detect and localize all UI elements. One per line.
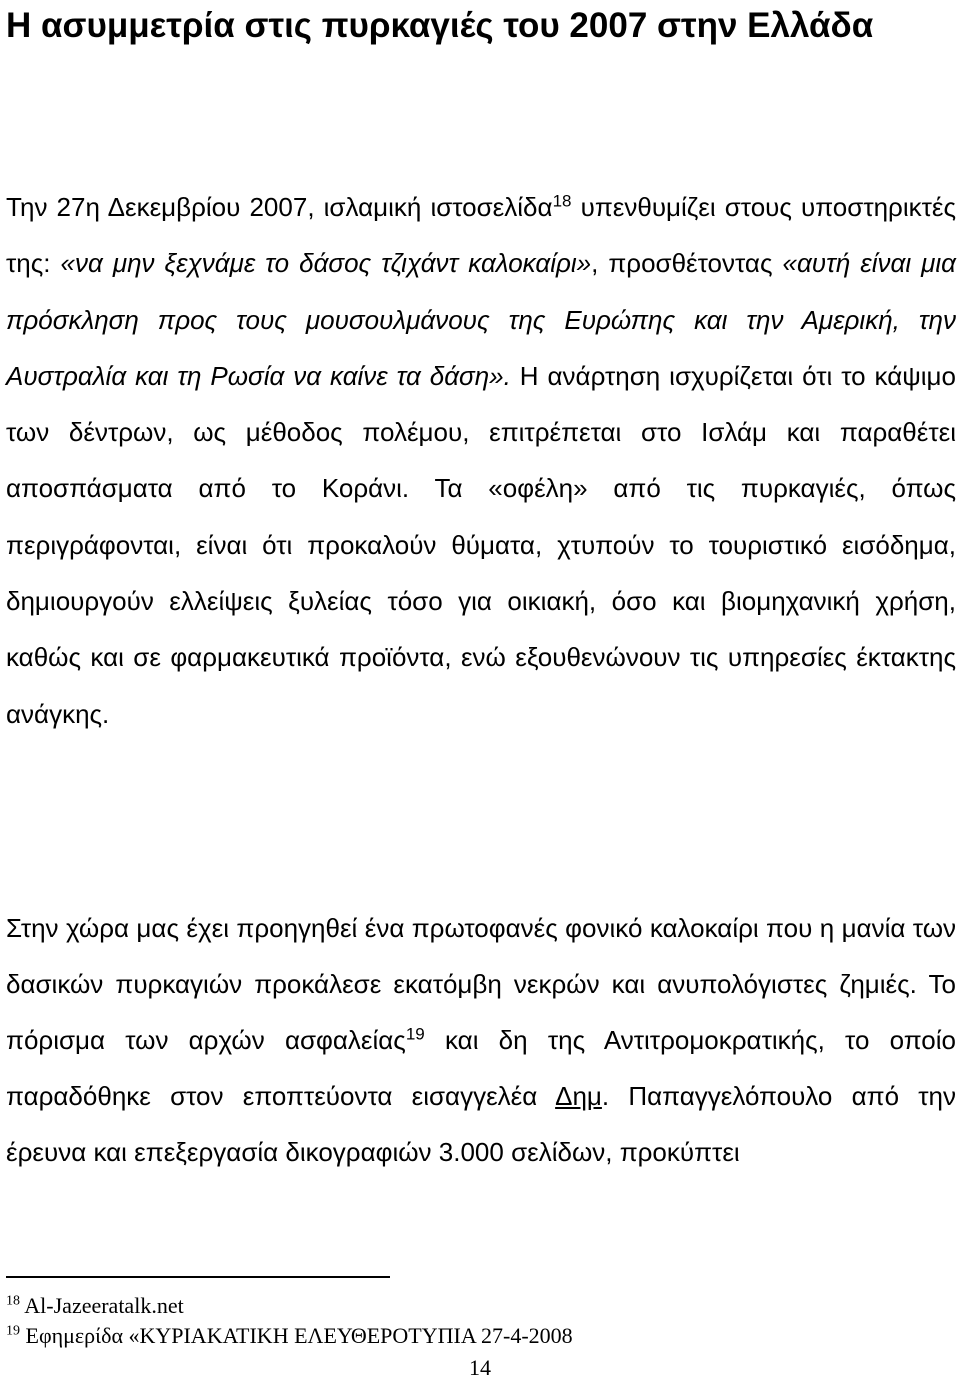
paragraph-2-text-c: . Παπαγγελόπουλο από την έρευνα και επεξεργασία δικογραφιών 3.000 σελίδων, προκύπτει bbox=[6, 1081, 956, 1167]
page-number: 14 bbox=[469, 1355, 491, 1380]
footnote-number: 19 bbox=[6, 1323, 20, 1339]
footnote-separator bbox=[6, 1276, 390, 1278]
paragraph-1-text-c: , προσθέτοντας bbox=[591, 248, 783, 279]
footnote-18 bbox=[6, 1292, 946, 1320]
footnote-ref-18: 18 bbox=[552, 191, 572, 211]
paragraph-2-text-b: και δη της Αντιτρομοκρατικής, το οποίο παραδόθηκε στον εποπτεύοντα εισαγγελέα bbox=[6, 1025, 956, 1111]
footnote-number: 18 bbox=[6, 1293, 20, 1309]
underlined-abbreviation: Δημ bbox=[555, 1081, 602, 1111]
paragraph-1-text-b: υπενθυμίζει στους υποστηρικτές της: bbox=[6, 192, 957, 279]
paragraph-2-text-a: Στην χώρα μας έχει προηγηθεί ένα πρωτοφανές φονικό καλοκαίρι που η μανία των δασικών πυρκαγιών προκάλεσε εκατόμβη νεκρών και ανυπολόγιστες ζημιές. Το πόρισμα των αρχών ασφαλείας bbox=[6, 913, 956, 1055]
footnote-ref-19: 19 bbox=[405, 1024, 425, 1044]
paragraph-1-text-a: Την 27η Δεκεμβρίου 2007, ισλαμική ιστοσελίδα bbox=[6, 192, 553, 222]
paragraph-2 bbox=[6, 900, 956, 1180]
paragraph-1 bbox=[6, 179, 956, 742]
quote-invitation: «αυτή είναι μια πρόσκληση προς τους μουσουλμάνους της Ευρώπης και την Αμερική, την Αυστραλία και τη Ρωσία να καίνε τα δάση». bbox=[6, 248, 956, 391]
footnote-text: Εφημερίδα «ΚΥΡΙΑΚΑΤΙΚΗ ΕΛΕΥΘΕΡΟΤΥΠΙΑ 27-4-2008 bbox=[20, 1323, 573, 1348]
paragraph-1-text-d: Η ανάρτηση ισχυρίζεται ότι το κάψιμο των δέντρων, ως μέθοδος πολέμου, επιτρέπεται στο Ισλάμ και παραθέτει αποσπάσματα από το Κοράνι. Τα «οφέλη» από τις πυρκαγιές, όπως περιγράφονται, είναι ότι προκαλούν θύματα, χτυπούν το τουριστικό εισόδημα, δημιουργούν ελλείψεις ξυλείας τόσο για οικιακή, όσο και βιομηχανική χρήση, καθώς και σε φαρμακευτικά προϊόντα, ενώ εξουθενώνουν τις υπηρεσίες έκτακτης ανάγκης. bbox=[6, 360, 956, 729]
footnote-text: Al-Jazeeratalk.net bbox=[20, 1293, 184, 1318]
page-title: Η ασυμμετρία στις πυρκαγιές του 2007 στην Ελλάδα bbox=[6, 6, 874, 45]
footnote-19 bbox=[6, 1322, 946, 1350]
quote-jihad-forest: «να μην ξεχνάμε το δάσος τζιχάντ καλοκαίρι» bbox=[60, 248, 592, 279]
